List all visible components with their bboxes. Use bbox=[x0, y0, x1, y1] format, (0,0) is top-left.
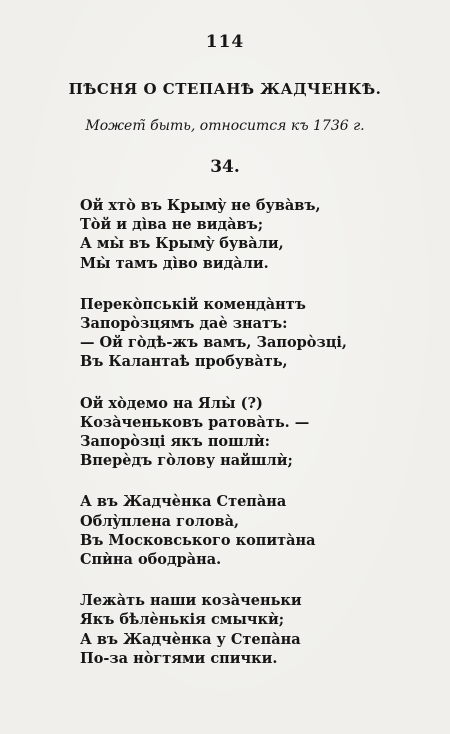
verse-line: Коза̀ченьковъ ратова̀ть. — bbox=[80, 413, 310, 431]
verse-line: Запорòзці якъ пошлѝ: bbox=[80, 433, 271, 451]
verse-line: Якъ бѣлѐнькія смычкѝ; bbox=[80, 611, 285, 629]
stanza bbox=[80, 295, 410, 372]
verse-line: Вперѐдъ гòлову найшлѝ; bbox=[80, 452, 293, 470]
verse-line: По-за нòгтями спички. bbox=[80, 649, 278, 667]
song-number: 34. bbox=[210, 157, 240, 177]
stanza bbox=[80, 591, 410, 668]
song-title: ПѢСНЯ О СТЕПАНѢ ЖАДЧЕНКѢ. bbox=[68, 80, 382, 98]
verse-line: Лежа̀ть наши коза̀ченьки bbox=[80, 592, 302, 610]
verse-line: Спѝна ободра̀на. bbox=[80, 551, 222, 569]
verse-line: А въ Жадчѐнка у Степа̀на bbox=[80, 630, 301, 648]
page-number: 114 bbox=[205, 32, 245, 52]
verse-line: Запорòзцямъ даѐ знатъ: bbox=[80, 315, 288, 333]
verse-line: Облỳплена голова̀, bbox=[80, 512, 240, 530]
verse-line: Въ Калантаѣ пробува̀ть, bbox=[80, 353, 288, 371]
verse-line: Переко̀пській коменда̀нтъ bbox=[80, 295, 306, 313]
verse-line: Ой хто̀ въ Крымỳ не бува̀въ, bbox=[80, 197, 321, 214]
stanza bbox=[80, 196, 410, 273]
verses bbox=[80, 196, 410, 690]
song-subtitle: Может̃ быть, относится къ 1736 г. bbox=[85, 118, 365, 134]
verse-line: То̀й и ді̀ва не вида̀въ; bbox=[80, 216, 264, 234]
verse-line: — Ой го̀дѣ-жъ вамъ, Запорòзці, bbox=[80, 334, 347, 352]
verse-line: А въ Жадчѐнка Степа̀на bbox=[80, 493, 287, 511]
verse-line: Въ Московського копита̀на bbox=[80, 531, 316, 549]
stanza bbox=[80, 394, 410, 471]
stanza bbox=[80, 492, 410, 569]
verse-line: Ой хо̀демо на Ялы̀ (?) bbox=[80, 394, 263, 412]
verse-line: Мы̀ тамъ ді̀во вида̀ли. bbox=[80, 254, 269, 272]
verse-line: А мы̀ въ Крымỳ бува̀ли, bbox=[80, 235, 284, 253]
